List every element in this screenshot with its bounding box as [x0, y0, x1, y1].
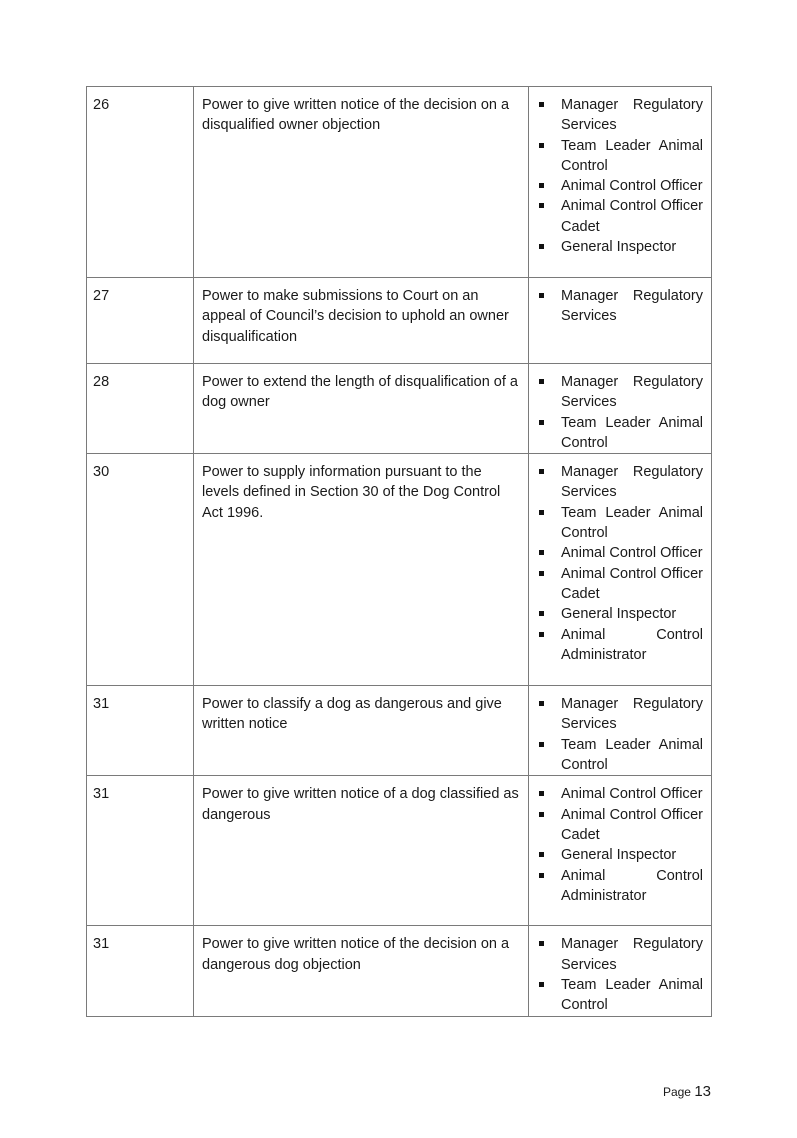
delegate-list	[535, 934, 703, 1015]
power-description: Power to give written notice of the decision on a dangerous dog objection	[194, 926, 529, 1016]
section-number: 26	[87, 87, 194, 278]
table-row	[87, 776, 712, 926]
power-description: Power to give written notice of a dog classified as dangerous	[194, 776, 529, 926]
delegation-table	[86, 86, 712, 1017]
delegate-item: Animal Control Officer	[535, 784, 703, 804]
delegates-cell	[529, 926, 712, 1016]
delegate-item: Manager Regulatory Services	[535, 462, 703, 503]
delegate-list	[535, 95, 703, 257]
delegate-item: Manager Regulatory Services	[535, 286, 703, 327]
delegate-item: General Inspector	[535, 604, 703, 624]
delegate-list	[535, 694, 703, 775]
delegate-item: Animal Control Officer	[535, 543, 703, 563]
delegates-cell	[529, 87, 712, 278]
delegate-item: Team Leader Animal Control	[535, 136, 703, 177]
section-number: 31	[87, 776, 194, 926]
delegate-list	[535, 462, 703, 665]
table-row	[87, 87, 712, 278]
delegate-item: Team Leader Animal Control	[535, 975, 703, 1016]
delegate-item: General Inspector	[535, 237, 703, 257]
table-row	[87, 686, 712, 776]
delegate-item: Animal Control Officer Cadet	[535, 805, 703, 846]
delegate-list	[535, 286, 703, 327]
delegate-item: Animal Control Officer Cadet	[535, 196, 703, 237]
delegates-cell	[529, 364, 712, 454]
section-number: 27	[87, 278, 194, 364]
delegate-item: Manager Regulatory Services	[535, 694, 703, 735]
delegate-list	[535, 372, 703, 453]
delegate-item: Animal Control Administrator	[535, 866, 703, 907]
delegates-cell	[529, 278, 712, 364]
table-row	[87, 926, 712, 1016]
power-description: Power to extend the length of disqualification of a dog owner	[194, 364, 529, 454]
section-number: 31	[87, 926, 194, 1016]
section-number: 30	[87, 454, 194, 686]
table-row	[87, 278, 712, 364]
delegates-cell	[529, 686, 712, 776]
delegate-item: Animal Control Officer Cadet	[535, 564, 703, 605]
power-description: Power to supply information pursuant to the levels defined in Section 30 of the Dog Control Act 1996.	[194, 454, 529, 686]
power-description: Power to make submissions to Court on an appeal of Council’s decision to uphold an owner disqualification	[194, 278, 529, 364]
delegate-item: Manager Regulatory Services	[535, 95, 703, 136]
section-number: 31	[87, 686, 194, 776]
section-number: 28	[87, 364, 194, 454]
table-row	[87, 454, 712, 686]
power-description: Power to classify a dog as dangerous and give written notice	[194, 686, 529, 776]
page-number-value: 13	[694, 1083, 711, 1100]
delegates-cell	[529, 776, 712, 926]
power-description: Power to give written notice of the decision on a disqualified owner objection	[194, 87, 529, 278]
delegate-item: Team Leader Animal Control	[535, 503, 703, 544]
table-row	[87, 364, 712, 454]
delegate-item: Team Leader Animal Control	[535, 413, 703, 454]
page-label: Page	[662, 1085, 691, 1099]
delegates-cell	[529, 454, 712, 686]
delegate-item: Manager Regulatory Services	[535, 934, 703, 975]
delegate-item: Manager Regulatory Services	[535, 372, 703, 413]
page-number	[663, 1083, 711, 1100]
delegate-item: Team Leader Animal Control	[535, 735, 703, 776]
delegate-item: General Inspector	[535, 845, 703, 865]
delegate-list	[535, 784, 703, 906]
delegate-item: Animal Control Officer	[535, 176, 703, 196]
delegate-item: Animal Control Administrator	[535, 625, 703, 666]
